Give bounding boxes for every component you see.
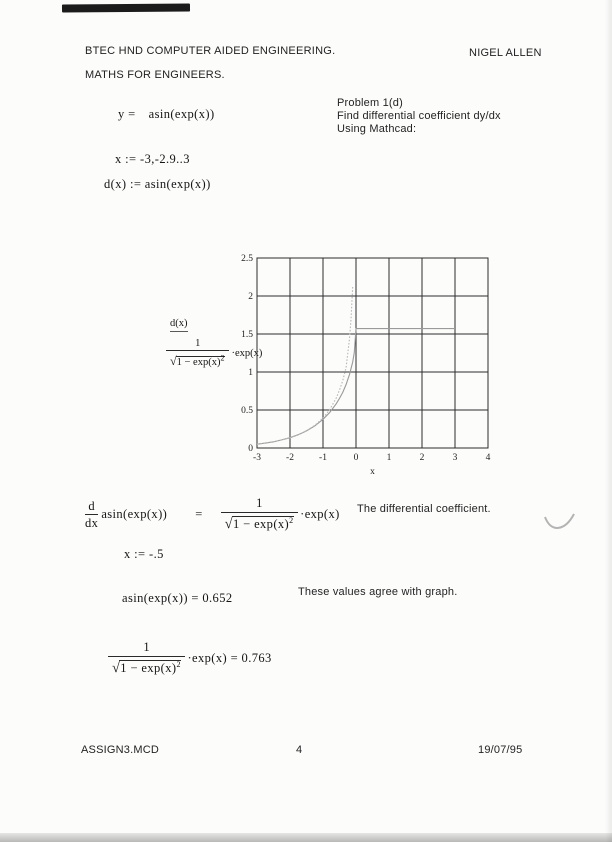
asin-result: asin(exp(x)) = 0.652 bbox=[122, 591, 233, 605]
footer-filename: ASSIGN3.MCD bbox=[81, 744, 159, 756]
y-tick-label: 0 bbox=[248, 444, 253, 454]
scan-artifact-streak bbox=[62, 4, 190, 13]
derivative-note: The differential coefficient. bbox=[357, 503, 491, 515]
y-tick-label: 0.5 bbox=[241, 406, 253, 416]
x-tick-label: -2 bbox=[286, 453, 294, 463]
fraction bbox=[166, 338, 229, 369]
exponent: 2 bbox=[220, 353, 225, 362]
derivative-identity bbox=[85, 496, 340, 533]
equation-rhs: asin(exp(x)) bbox=[148, 107, 215, 121]
footer-page-number: 4 bbox=[296, 744, 303, 756]
fraction-numerator: 1 bbox=[195, 338, 201, 349]
values-note: These values agree with graph. bbox=[298, 586, 458, 598]
problem-title: Problem 1(d) bbox=[337, 97, 403, 109]
trace-2 bbox=[257, 287, 353, 445]
problem-method: Using Mathcad: bbox=[337, 123, 417, 135]
scan-artifact-pen-mark bbox=[542, 510, 578, 538]
document-title: BTEC HND COMPUTER AIDED ENGINEERING. bbox=[85, 45, 336, 57]
x-tick-label: 3 bbox=[452, 453, 458, 463]
times-exp-term: ·exp(x) bbox=[231, 347, 263, 359]
graph-trace1-label: d(x) bbox=[170, 318, 188, 332]
x-tick-label: 0 bbox=[353, 453, 359, 463]
fraction: $\frac{1}{√1 - \exp(x)^2}$ bbox=[108, 640, 185, 677]
fraction: $\frac{1}{√1 - \exp(x)^2}$ bbox=[221, 496, 298, 533]
x-axis-title: x bbox=[370, 467, 375, 477]
y-tick-label: 2 bbox=[248, 292, 253, 302]
plot-border bbox=[257, 258, 488, 448]
author-name: NIGEL ALLEN bbox=[469, 47, 542, 59]
y-tick-label: 2.5 bbox=[241, 254, 253, 264]
x-tick-label: 4 bbox=[485, 453, 491, 463]
equation-lhs: y = bbox=[118, 107, 136, 121]
equation-definition bbox=[118, 107, 215, 122]
derivative-result bbox=[108, 640, 272, 677]
function-definition: d(x) := asin(exp(x)) bbox=[104, 177, 211, 191]
x-tick-label: 1 bbox=[386, 453, 392, 463]
range-definition: x := -3,-2.9..3 bbox=[115, 152, 190, 166]
x-tick-label: -1 bbox=[319, 453, 327, 463]
problem-statement bbox=[337, 97, 501, 136]
mathcad-plot bbox=[230, 250, 505, 485]
d-dx-operator: d dx bbox=[85, 498, 99, 530]
times-exp-term: ·exp(x) bbox=[300, 507, 340, 522]
fraction-denominator bbox=[166, 350, 229, 369]
radicand: $1 - \exp(x)^2$ bbox=[176, 353, 225, 368]
plot-svg bbox=[230, 250, 505, 480]
sqrt-symbol: √ bbox=[112, 660, 121, 677]
x-tick-label: -3 bbox=[253, 453, 261, 463]
y-tick-label: 1 bbox=[248, 368, 253, 378]
derivative-result-value: ·exp(x) = 0.763 bbox=[187, 651, 272, 666]
problem-task: Find differential coefficient dy/dx bbox=[337, 110, 501, 122]
footer-date: 19/07/95 bbox=[478, 744, 523, 756]
sqrt-symbol: √ bbox=[170, 353, 177, 368]
scan-edge-shadow bbox=[0, 833, 612, 842]
x-value-assignment: x := -.5 bbox=[124, 547, 164, 561]
y-tick-label: 1.5 bbox=[241, 330, 253, 340]
scan-edge-shade bbox=[605, 0, 612, 842]
document-subtitle: MATHS FOR ENGINEERS. bbox=[85, 69, 225, 81]
x-tick-label: 2 bbox=[419, 453, 425, 463]
equals-sign: = bbox=[195, 507, 203, 522]
derivative-expr: asin(exp(x)) bbox=[101, 507, 168, 522]
sqrt-symbol: √ bbox=[224, 516, 233, 533]
